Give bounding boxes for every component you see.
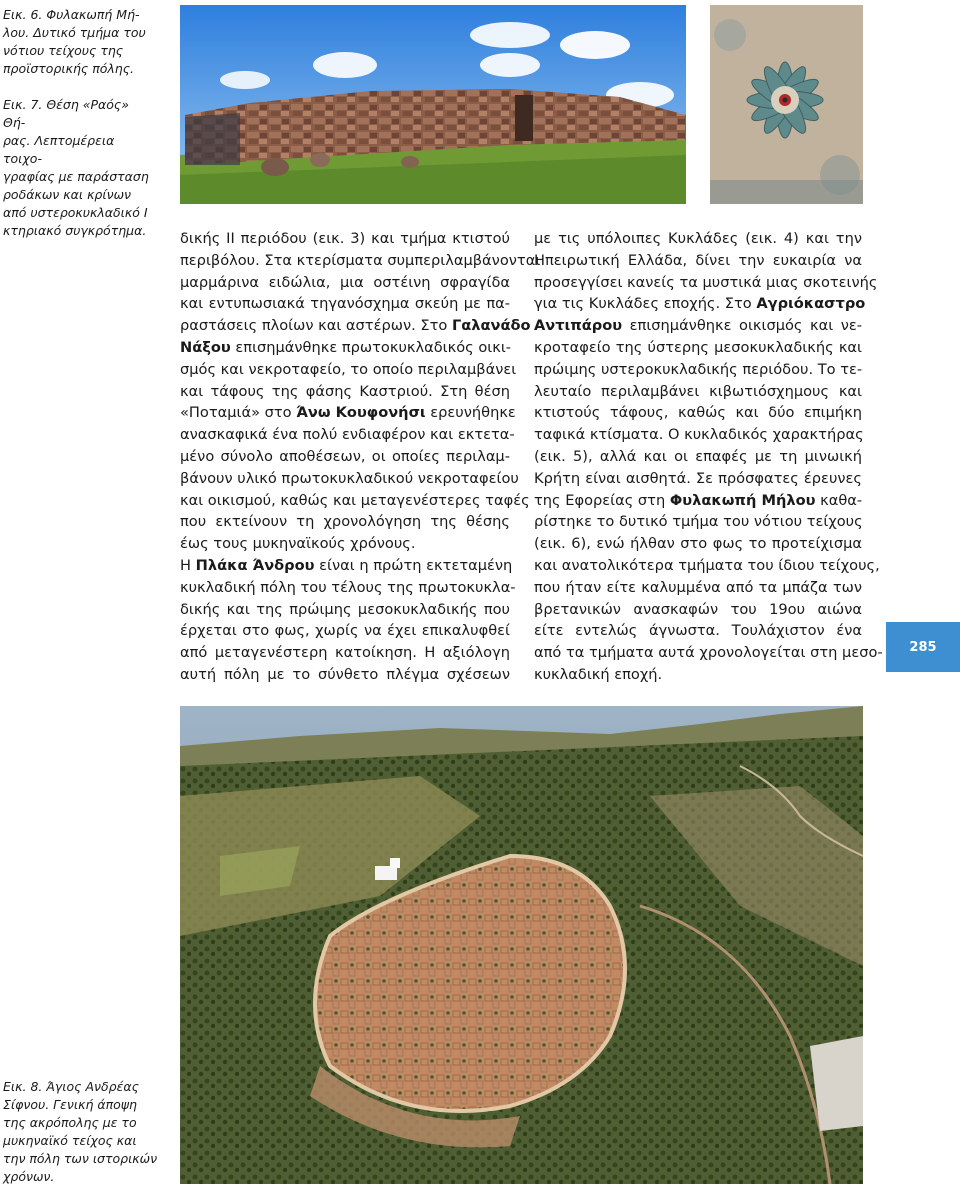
text-line: έως τους μυκηναϊκούς χρόνους. xyxy=(180,535,416,553)
text-line: Νάξου επισημάνθηκε πρωτοκυκλαδικός οικι- xyxy=(180,338,512,356)
text-line: Η Πλάκα Άνδρου είναι η πρώτη εκτεταμένη xyxy=(180,556,513,574)
text-line: έρχεται στο φως, χωρίς να έχει επικαλυφθεί xyxy=(180,622,510,640)
text-line: Ηπειρωτική Ελλάδα, δίνει την ευκαιρία να xyxy=(534,251,862,269)
text-line: (εικ. 6), ενώ ήλθαν στο φως το προτείχισμα xyxy=(534,535,862,553)
text-line: που ήταν είτε καλυμμένα από τα μπάζα των xyxy=(534,578,862,596)
text-line: δικής ΙΙ περιόδου (εικ. 3) και τμήμα κτιστού xyxy=(180,230,510,247)
body-text-right-column xyxy=(534,228,883,686)
text-line: ταφικά κτίσματα. Ο κυκλαδικός χαρακτήρας xyxy=(534,426,864,444)
text-line: ραστάσεις πλοίων και αστέρων. Στο Γαλανάδο xyxy=(180,317,531,335)
text-line: προσεγγίσει κανείς τα μυστικά μιας σκοτεινής xyxy=(534,273,878,291)
text-line: με τις υπόλοιπες Κυκλάδες (εικ. 4) και την xyxy=(534,230,862,247)
text-line: της Εφορείας στη Φυλακωπή Μήλου καθα- xyxy=(534,491,863,509)
text-line: που εκτείνουν τη χρονολόγηση της θέσης xyxy=(180,513,510,531)
text-line: είτε εντελώς άγνωστα. Τουλάχιστον ένα xyxy=(534,622,862,640)
text-line: κυκλαδική πόλη του τέλους της πρωτοκυκλα- xyxy=(180,578,516,596)
text-line: και ανατολικότερα τμήματα του ίδιου τείχους, xyxy=(534,556,880,574)
text-line: περιβόλου. Στα κτερίσματα συμπεριλαμβάνονται xyxy=(180,251,541,269)
text-line: από μεταγενέστερη κατοίκηση. Η αξιόλογη xyxy=(180,644,510,662)
text-line: για τις Κυκλάδες εποχής. Στο Αγριόκαστρο xyxy=(534,295,866,313)
text-line: ρίστηκε το δυτικό τμήμα του νότιου τείχους xyxy=(534,513,863,531)
text-line: βρετανικών ανασκαφών του 19ου αιώνα xyxy=(534,600,862,618)
figure-7-photo-fresco xyxy=(710,5,863,204)
text-line: κτιστούς τάφους, καθώς και δύο επιμήκη xyxy=(534,404,862,422)
page-number-tab xyxy=(886,622,960,672)
page-number: 285 xyxy=(909,639,937,655)
figure-6-caption xyxy=(3,6,153,78)
figure-8-caption xyxy=(3,1078,163,1186)
text-line: Κρήτη είναι αισθητά. Σε πρόσφατες έρευνες xyxy=(534,469,862,487)
figure-7-caption xyxy=(3,96,153,240)
text-line: μένο σύνολο αποθέσεων, οι οποίες περιλαμ- xyxy=(180,447,510,465)
text-line: αυτή πόλη με το σύνθετο πλέγμα σχέσεων xyxy=(180,665,510,683)
body-text-left-column xyxy=(180,228,541,686)
text-line: πρώιμης υστεροκυκλαδικής περιόδου. Το τε- xyxy=(534,360,863,378)
text-line: ανασκαφικά ένα πολύ ενδιαφέρον και εκτετα- xyxy=(180,426,515,444)
text-line: σμός και νεκροταφείο, το οποίο περιλαμβάνει xyxy=(180,360,517,378)
text-line: (εικ. 5), αλλά και οι επαφές με τη μινωική xyxy=(534,447,862,465)
text-line: κυκλαδική εποχή. xyxy=(534,665,663,683)
text-line: δικής και της πρώιμης μεσοκυκλαδικής που xyxy=(180,600,510,618)
text-line: και οικισμού, καθώς και μεταγενέστερες ταφές xyxy=(180,491,530,509)
text-line: και εντυπωσιακά τηγανόσχημα σκεύη με πα- xyxy=(180,295,510,313)
text-line: Αντιπάρου επισημάνθηκε οικισμός και νε- xyxy=(534,317,862,335)
text-line: βάνουν υλικό πρωτοκυκλαδικού νεκροταφείου xyxy=(180,469,519,487)
figure-7-caption-text: Εικ. 7. Θέση «Ραός» Θή- ρας. Λεπτομέρεια τοιχο- γραφίας με παράσταση ροδάκων και κρίνων από υστεροκυκλαδικό Ι κτηριακό συγκρότημα. xyxy=(3,97,149,238)
text-line: «Ποταμιά» στο Άνω Κουφονήσι ερευνήθηκε xyxy=(180,404,516,422)
text-line: από τα τμήματα αυτά χρονολογείται στη μεσο- xyxy=(534,644,883,662)
figure-8-photo-aerial xyxy=(180,706,863,1184)
figure-8-caption-text: Εικ. 8. Άγιος Ανδρέας Σίφνου. Γενική άποψη της ακρόπολης με το μυκηναϊκό τείχος και την πόλη των ιστορικών χρόνων. xyxy=(3,1079,158,1184)
text-line: κροταφείο της ύστερης μεσοκυκλαδικής και xyxy=(534,338,862,356)
figure-6-photo-wall xyxy=(180,5,686,204)
figure-6-caption-text: Εικ. 6. Φυλακωπή Μή- λου. Δυτικό τμήμα του νότιου τείχους της προϊστορικής πόλης. xyxy=(3,7,146,76)
text-line: λευταίο περιλαμβάνει κιβωτιόσχημους και xyxy=(534,382,862,400)
text-line: μαρμάρινα ειδώλια, μια οστέινη σφραγίδα xyxy=(180,273,510,291)
text-line: και τάφους της φάσης Καστριού. Στη θέση xyxy=(180,382,510,400)
